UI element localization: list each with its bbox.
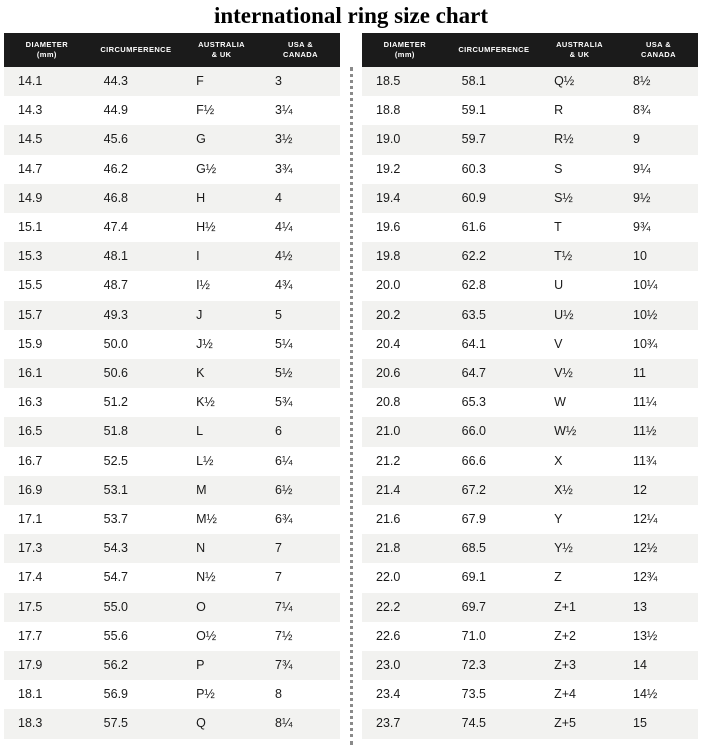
table-cell: W½ — [554, 424, 577, 439]
table-row — [362, 651, 698, 680]
table-cell: 55.6 — [103, 628, 129, 643]
table-cell: 6¾ — [275, 512, 293, 527]
table-cell: 69.1 — [461, 570, 487, 585]
table-row — [362, 447, 698, 476]
table-cell: 64.1 — [461, 336, 487, 351]
header-label: USA & — [645, 40, 672, 49]
table-row — [362, 125, 698, 154]
right-table-wrapper — [362, 33, 698, 739]
table-row — [362, 67, 698, 96]
header-label: AUSTRALIA — [198, 40, 245, 49]
table-cell: 44.9 — [103, 103, 129, 118]
left-table-wrapper — [4, 33, 340, 739]
table-row — [4, 301, 340, 330]
table-cell: 47.4 — [103, 220, 129, 235]
table-cell: 14 — [633, 658, 647, 673]
table-cell: 66.6 — [461, 453, 487, 468]
header-sublabel: (mm) — [394, 50, 415, 59]
right-size-table — [362, 33, 698, 739]
table-cell: 14.5 — [18, 132, 43, 147]
header-label: AUSTRALIA — [556, 40, 603, 49]
table-row — [4, 651, 340, 680]
table-cell: 56.9 — [103, 687, 129, 702]
table-row — [362, 680, 698, 709]
table-cell: 63.5 — [461, 307, 487, 322]
table-cell: 10¼ — [633, 278, 658, 293]
table-cell: 22.6 — [376, 628, 401, 643]
table-cell: Z+5 — [554, 716, 576, 731]
table-cell: 11 — [633, 366, 646, 381]
table-row — [362, 563, 698, 592]
table-cell: 19.0 — [376, 132, 401, 147]
table-cell: Q — [196, 716, 206, 731]
table-row — [4, 359, 340, 388]
table-cell: 67.9 — [461, 512, 487, 527]
table-row — [4, 125, 340, 154]
page-title: international ring size chart — [213, 3, 489, 28]
table-cell: 53.1 — [103, 482, 129, 497]
table-row — [4, 680, 340, 709]
table-cell: 50.6 — [103, 366, 129, 381]
table-cell: G½ — [196, 161, 217, 176]
table-cell: 16.3 — [18, 395, 43, 410]
table-cell: 7 — [275, 541, 282, 556]
table-row — [362, 388, 698, 417]
table-cell: 5¾ — [275, 395, 293, 410]
table-row — [362, 155, 698, 184]
table-cell: 57.5 — [103, 716, 129, 731]
table-cell: 9¼ — [633, 161, 651, 176]
column-header-australia-uk — [182, 33, 261, 67]
table-cell: 54.7 — [103, 570, 129, 585]
header-label: CIRCUMFERENCE — [458, 45, 530, 54]
table-cell: 12¾ — [633, 570, 658, 585]
table-cell: 19.6 — [376, 220, 401, 235]
table-cell: K — [196, 366, 205, 381]
table-row — [4, 505, 340, 534]
table-cell: L½ — [196, 453, 214, 468]
table-row — [362, 593, 698, 622]
table-cell: 17.9 — [18, 658, 43, 673]
table-cell: 61.6 — [461, 220, 487, 235]
table-cell: 60.9 — [461, 190, 487, 205]
table-cell: 16.9 — [18, 482, 43, 497]
table-cell: 45.6 — [103, 132, 129, 147]
column-header-usa-canada — [261, 33, 340, 67]
table-cell: X½ — [554, 482, 573, 497]
header-sublabel: (mm) — [36, 50, 57, 59]
table-row — [4, 417, 340, 446]
table-cell: P½ — [196, 687, 215, 702]
table-row — [362, 359, 698, 388]
table-cell: 16.5 — [18, 424, 43, 439]
table-row — [4, 242, 340, 271]
table-cell: 46.2 — [103, 161, 129, 176]
table-cell: Z — [554, 570, 562, 585]
table-cell: 18.8 — [376, 103, 401, 118]
table-cell: 15.9 — [18, 336, 43, 351]
table-cell: 7½ — [275, 628, 293, 643]
table-cell: 17.3 — [18, 541, 43, 556]
dotted-line — [350, 67, 353, 745]
table-cell: S — [554, 161, 563, 176]
table-row — [4, 155, 340, 184]
table-cell: 18.1 — [18, 687, 43, 702]
table-cell: 16.7 — [18, 453, 43, 468]
table-row — [4, 213, 340, 242]
table-cell: 3¾ — [275, 161, 293, 176]
table-cell: 15 — [633, 716, 647, 731]
table-cell: 11¾ — [633, 453, 657, 468]
table-cell: G — [196, 132, 206, 147]
table-cell: 46.8 — [103, 190, 129, 205]
table-row — [4, 96, 340, 125]
table-cell: 64.7 — [461, 366, 487, 381]
table-cell: I — [196, 249, 200, 264]
table-row — [4, 622, 340, 651]
column-header-usa-canada — [619, 33, 698, 67]
table-cell: 50.0 — [103, 336, 129, 351]
table-row — [362, 505, 698, 534]
table-cell: H — [196, 190, 206, 205]
table-cell: 49.3 — [103, 307, 129, 322]
table-row — [362, 534, 698, 563]
table-cell: K½ — [196, 395, 215, 410]
table-cell: 59.1 — [461, 103, 487, 118]
table-row — [362, 330, 698, 359]
table-cell: 8¾ — [633, 103, 651, 118]
table-cell: R — [554, 103, 564, 118]
table-cell: 15.7 — [18, 307, 43, 322]
table-cell: 20.0 — [376, 278, 401, 293]
table-cell: L — [196, 424, 204, 439]
header-sublabel: & UK — [569, 50, 590, 59]
table-cell: 11¼ — [633, 395, 657, 410]
table-cell: T — [554, 220, 562, 235]
table-cell: 17.5 — [18, 599, 43, 614]
table-cell: 7¾ — [275, 658, 293, 673]
table-cell: 12½ — [633, 541, 658, 556]
table-cell: 3¼ — [275, 103, 293, 118]
table-cell: 12¼ — [633, 512, 658, 527]
table-cell: 10½ — [633, 307, 658, 322]
table-row — [4, 67, 340, 96]
table-cell: J — [196, 307, 203, 322]
table-cell: 5½ — [275, 366, 293, 381]
table-cell: 71.0 — [461, 628, 487, 643]
table-cell: 3½ — [275, 132, 293, 147]
table-row — [362, 96, 698, 125]
table-cell: 17.7 — [18, 628, 43, 643]
table-cell: 21.4 — [376, 482, 401, 497]
table-cell: 14.3 — [18, 103, 43, 118]
table-cell: Y — [554, 512, 563, 527]
table-cell: P — [196, 658, 205, 673]
table-cell: 20.4 — [376, 336, 401, 351]
table-cell: 4½ — [275, 249, 293, 264]
table-cell: 20.2 — [376, 307, 401, 322]
table-row — [4, 534, 340, 563]
right-table-head — [362, 33, 698, 67]
table-row — [362, 242, 698, 271]
table-cell: 13½ — [633, 628, 658, 643]
table-row — [362, 417, 698, 446]
table-row — [362, 709, 698, 738]
table-cell: N½ — [196, 570, 216, 585]
table-cell: 23.4 — [376, 687, 401, 702]
table-cell: 48.7 — [103, 278, 129, 293]
table-row — [4, 388, 340, 417]
table-cell: 74.5 — [461, 716, 487, 731]
table-cell: 21.2 — [376, 453, 401, 468]
table-cell: V½ — [554, 366, 573, 381]
table-cell: 9 — [633, 132, 640, 147]
table-cell: 62.8 — [461, 278, 487, 293]
column-header-diameter — [4, 33, 90, 67]
table-cell: I½ — [196, 278, 210, 293]
table-cell: 55.0 — [103, 599, 129, 614]
table-cell: 4¾ — [275, 278, 293, 293]
table-cell: 54.3 — [103, 541, 129, 556]
table-cell: 7¼ — [275, 599, 293, 614]
table-cell: 23.7 — [376, 716, 401, 731]
table-cell: 15.1 — [18, 220, 43, 235]
table-cell: 14.7 — [18, 161, 43, 176]
table-row — [4, 271, 340, 300]
header-row — [362, 33, 698, 67]
table-cell: 58.1 — [461, 74, 487, 88]
header-label: DIAMETER — [383, 40, 427, 49]
table-cell: 65.3 — [461, 395, 487, 410]
table-cell: U½ — [554, 307, 574, 322]
column-header-circumference — [448, 33, 540, 67]
table-row — [4, 709, 340, 738]
table-cell: 8¼ — [275, 716, 293, 731]
table-cell: 23.0 — [376, 658, 401, 673]
table-row — [4, 184, 340, 213]
table-cell: 9¾ — [633, 220, 651, 235]
table-cell: 9½ — [633, 190, 651, 205]
table-cell: 44.3 — [103, 74, 129, 88]
table-cell: N — [196, 541, 206, 556]
header-sublabel: CANADA — [641, 50, 676, 59]
table-cell: 7 — [275, 570, 282, 585]
table-row — [362, 301, 698, 330]
table-cell: 4 — [275, 190, 282, 205]
table-row — [362, 271, 698, 300]
table-cell: 20.8 — [376, 395, 401, 410]
table-cell: 18.3 — [18, 716, 43, 731]
table-cell: 5¼ — [275, 336, 293, 351]
table-cell: O — [196, 599, 206, 614]
header-sublabel: & UK — [211, 50, 232, 59]
table-cell: 3 — [275, 74, 282, 88]
table-cell: S½ — [554, 190, 573, 205]
table-cell: 17.1 — [18, 512, 43, 527]
table-row — [362, 213, 698, 242]
table-cell: 69.7 — [461, 599, 487, 614]
table-cell: 72.3 — [461, 658, 487, 673]
table-cell: O½ — [196, 628, 217, 643]
table-cell: 14.1 — [18, 74, 43, 88]
table-cell: F½ — [196, 103, 215, 118]
table-cell: Z+2 — [554, 628, 576, 643]
table-cell: 13 — [633, 599, 647, 614]
table-cell: 10¾ — [633, 336, 658, 351]
table-cell: 6½ — [275, 482, 293, 497]
table-cell: 67.2 — [461, 482, 487, 497]
table-cell: V — [554, 336, 563, 351]
chart-tables — [0, 33, 702, 745]
header-row — [4, 33, 340, 67]
left-table-head — [4, 33, 340, 67]
table-row — [4, 330, 340, 359]
table-cell: 8½ — [633, 74, 651, 88]
table-cell: 8 — [275, 687, 282, 702]
header-label: DIAMETER — [25, 40, 69, 49]
table-cell: 52.5 — [103, 453, 129, 468]
table-row — [362, 476, 698, 505]
header-label: USA & — [287, 40, 314, 49]
table-cell: 14.9 — [18, 190, 43, 205]
table-cell: 19.4 — [376, 190, 401, 205]
header-label: CIRCUMFERENCE — [100, 45, 172, 54]
table-cell: 10 — [633, 249, 647, 264]
table-cell: M½ — [196, 512, 217, 527]
table-cell: Y½ — [554, 541, 573, 556]
table-cell: 15.5 — [18, 278, 43, 293]
table-cell: X — [554, 453, 563, 468]
table-cell: 21.6 — [376, 512, 401, 527]
table-cell: Z+4 — [554, 687, 576, 702]
table-cell: 21.8 — [376, 541, 401, 556]
table-row — [4, 593, 340, 622]
table-cell: M — [196, 482, 207, 497]
left-table-body — [4, 67, 340, 739]
table-cell: R½ — [554, 132, 574, 147]
table-cell: 12 — [633, 482, 647, 497]
table-cell: 68.5 — [461, 541, 487, 556]
table-cell: 5 — [275, 307, 282, 322]
column-header-circumference — [90, 33, 182, 67]
table-cell: 22.0 — [376, 570, 401, 585]
table-cell: 18.5 — [376, 74, 401, 88]
table-cell: 20.6 — [376, 366, 401, 381]
table-cell: 15.3 — [18, 249, 43, 264]
table-cell: 22.2 — [376, 599, 401, 614]
table-cell: 60.3 — [461, 161, 487, 176]
table-cell: 6 — [275, 424, 282, 439]
table-cell: 19.8 — [376, 249, 401, 264]
table-cell: 11½ — [633, 424, 657, 439]
table-cell: 16.1 — [18, 366, 43, 381]
table-cell: 56.2 — [103, 658, 129, 673]
table-cell: 53.7 — [103, 512, 129, 527]
table-cell: Z+3 — [554, 658, 576, 673]
table-cell: F — [196, 74, 204, 88]
table-row — [4, 563, 340, 592]
table-cell: W — [554, 395, 566, 410]
table-cell: 17.4 — [18, 570, 43, 585]
table-cell: 48.1 — [103, 249, 129, 264]
table-cell: Z+1 — [554, 599, 576, 614]
table-cell: J½ — [196, 336, 213, 351]
table-cell: 6¼ — [275, 453, 293, 468]
table-cell: 4¼ — [275, 220, 293, 235]
table-cell: Q½ — [554, 74, 575, 88]
table-cell: U — [554, 278, 564, 293]
table-cell: 19.2 — [376, 161, 401, 176]
table-row — [4, 447, 340, 476]
table-cell: 59.7 — [461, 132, 487, 147]
table-cell: 51.2 — [103, 395, 129, 410]
table-row — [362, 184, 698, 213]
column-header-diameter — [362, 33, 448, 67]
column-header-australia-uk — [540, 33, 619, 67]
table-cell: 73.5 — [461, 687, 487, 702]
table-cell: 66.0 — [461, 424, 487, 439]
table-row — [362, 622, 698, 651]
left-size-table — [4, 33, 340, 739]
table-cell: T½ — [554, 249, 573, 264]
table-row — [4, 476, 340, 505]
table-cell: 51.8 — [103, 424, 129, 439]
table-cell: H½ — [196, 220, 216, 235]
header-sublabel: CANADA — [283, 50, 318, 59]
vertical-divider — [345, 33, 357, 745]
table-cell: 21.0 — [376, 424, 401, 439]
right-table-body — [362, 67, 698, 739]
table-cell: 14½ — [633, 687, 658, 702]
table-cell: 62.2 — [461, 249, 487, 264]
